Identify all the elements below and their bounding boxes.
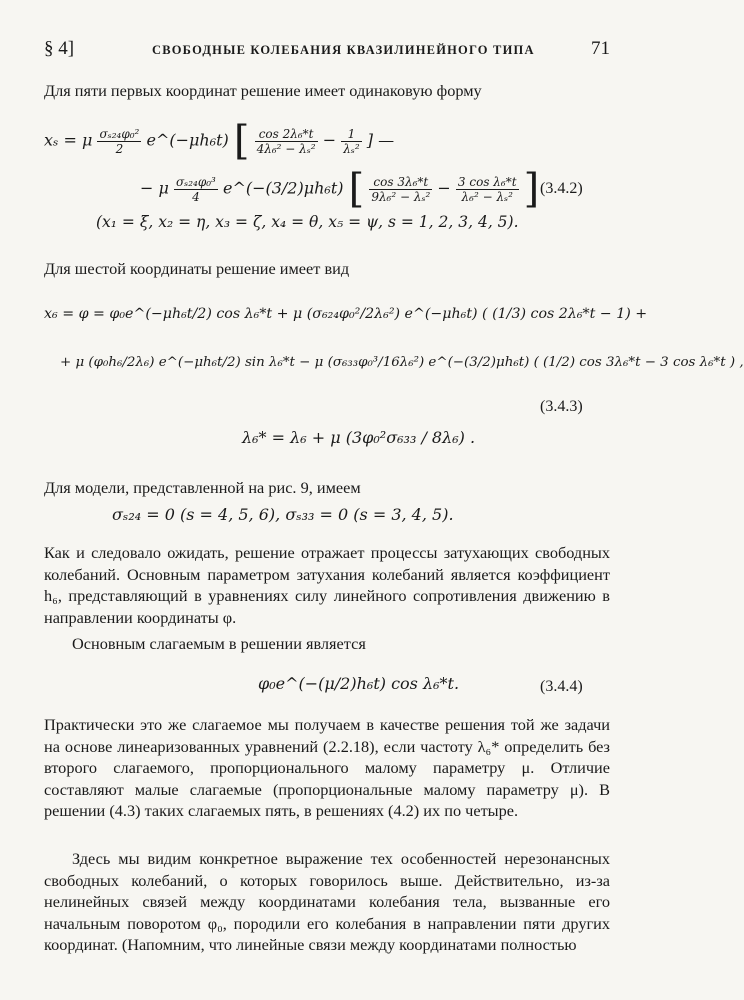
frac-den: 4λ₆² − λₛ² [256,141,316,156]
sigma-conditions: σₛ₂₄ = 0 (s = 4, 5, 6), σₛ₃₃ = 0 (s = 3, 4, 5). [112,505,454,524]
minus-sign: − [437,178,451,198]
frac-den: 4 [192,189,200,204]
frac-den: 9λ₆² − λₛ² [371,189,431,204]
eq342-coef-den: 2 [115,141,124,156]
eq342-line2-frac-1 [369,175,432,204]
equation-number-3-4-4: (3.4.4) [540,678,583,695]
paragraph-linearized: Практически это же слагаемое мы получаем в качестве решения той же задачи на основе линеаризованных уравнений (2.2.18), если частоту λ₆* определить без второго слагаемого, пропорционального малому параметру μ. Отличие составляют малые слагаемые (пропорциональные малому параметру μ). В решении (4.3) таких слагаемых пять, в решениях (4.2) их по четыре. [44,715,610,820]
paragraph-nonresonant: Здесь мы видим конкретное выражение тех особенностей нерезонансных свободных колебаний, о которых говорилось выше. Действительно, из-за нелинейных связей между координатами колебания тела, вызванные его начальным поворотом φ₀, породили его колебания в направлении пяти других координат. (Напомним, что линейные связи между координатами полностью [44,849,610,954]
eq342-line2-lead: − μ [140,178,169,198]
eq342-bracket-frac-1 [255,127,318,156]
paragraph-damping: Как и следовало ожидать, решение отражает процессы затухающих свободных колебаний. Основным параметром затухания колебаний является коэффициент h₆, представляющий в уравнениях силу линейного сопротивления движению в направлении координаты φ. [44,543,610,627]
left-bracket: [ [233,118,250,164]
equation-3-4-3-line-1: x₆ = φ = φ₀e^(−μh₆t/2) cos λ₆*t + μ (σ₆₂₄φ₀²/2λ₆²) e^(−μh₆t) ( (1/3) cos 2λ₆*t − 1) + [44,306,648,322]
minus-sign: − [322,130,337,150]
equation-3-4-3-line-2: + μ (φ₀h₆/2λ₆) e^(−μh₆t/2) sin λ₆*t − μ (σ₆₃₃φ₀³/16λ₆²) e^(−(3/2)μh₆t) ( (1/2) cos 3λ₆*t − 3 cos λ₆*t ) , [60,355,744,370]
frac-num: cos 2λ₆*t [255,127,318,142]
equation-3-4-4: φ₀e^(−(μ/2)h₆t) cos λ₆*t. [258,674,460,693]
equation-3-4-2-line-1 [44,118,394,164]
eq342-bracket-frac-2 [341,127,361,156]
eq342-line2-frac-2 [456,175,519,204]
paragraph-sixth-coordinate: Для шестой координаты решение имеет вид [44,259,350,278]
frac-num: 3 cos λ₆*t [457,174,517,189]
equation-3-4-2-line-2 [140,166,539,212]
eq342-line2-coef [174,175,218,204]
equation-number-3-4-3: (3.4.3) [540,398,583,415]
eq342-exp: e^(−μh₆t) [146,130,229,150]
eq342-coef-fraction [97,127,141,156]
frac-num: σₛ₂₄φ₀³ [175,174,216,189]
paragraph-main-term: Основным слагаемым в решении является [72,634,366,653]
paragraph-model-figure-9: Для модели, представленной на рис. 9, имеем [44,478,361,497]
paragraph-intro-five-coordinates: Для пяти первых координат решение имеет одинаковую форму [44,81,482,100]
equation-lambda-star: λ₆* = λ₆ + μ (3φ₀²σ₆₃₃ / 8λ₆) . [242,428,476,447]
frac-num: 1 [341,127,361,142]
running-title: СВОБОДНЫЕ КОЛЕБАНИЯ КВАЗИЛИНЕЙНОГО ТИПА [152,43,535,57]
frac-den: λₛ² [343,141,360,156]
eq342-coef-num: σₛ₂₄φ₀² [99,126,140,141]
eq342-lhs: xₛ = μ [44,130,93,150]
equation-number-3-4-2: (3.4.2) [540,180,583,197]
section-marker: § 4] [44,38,75,59]
eq342-line1-tail: ] — [366,130,395,150]
coordinate-definitions: (x₁ = ξ, x₂ = η, x₃ = ζ, x₄ = θ, x₅ = ψ, s = 1, 2, 3, 4, 5). [96,213,519,231]
left-bracket: [ [348,166,365,212]
frac-num: cos 3λ₆*t [369,175,432,190]
running-header [44,38,610,62]
frac-den: λ₆² − λₛ² [461,189,513,204]
right-bracket: ] [523,166,540,212]
eq342-line2-exp: e^(−(3/2)μh₆t) [222,178,344,198]
page-number: 71 [591,38,610,59]
